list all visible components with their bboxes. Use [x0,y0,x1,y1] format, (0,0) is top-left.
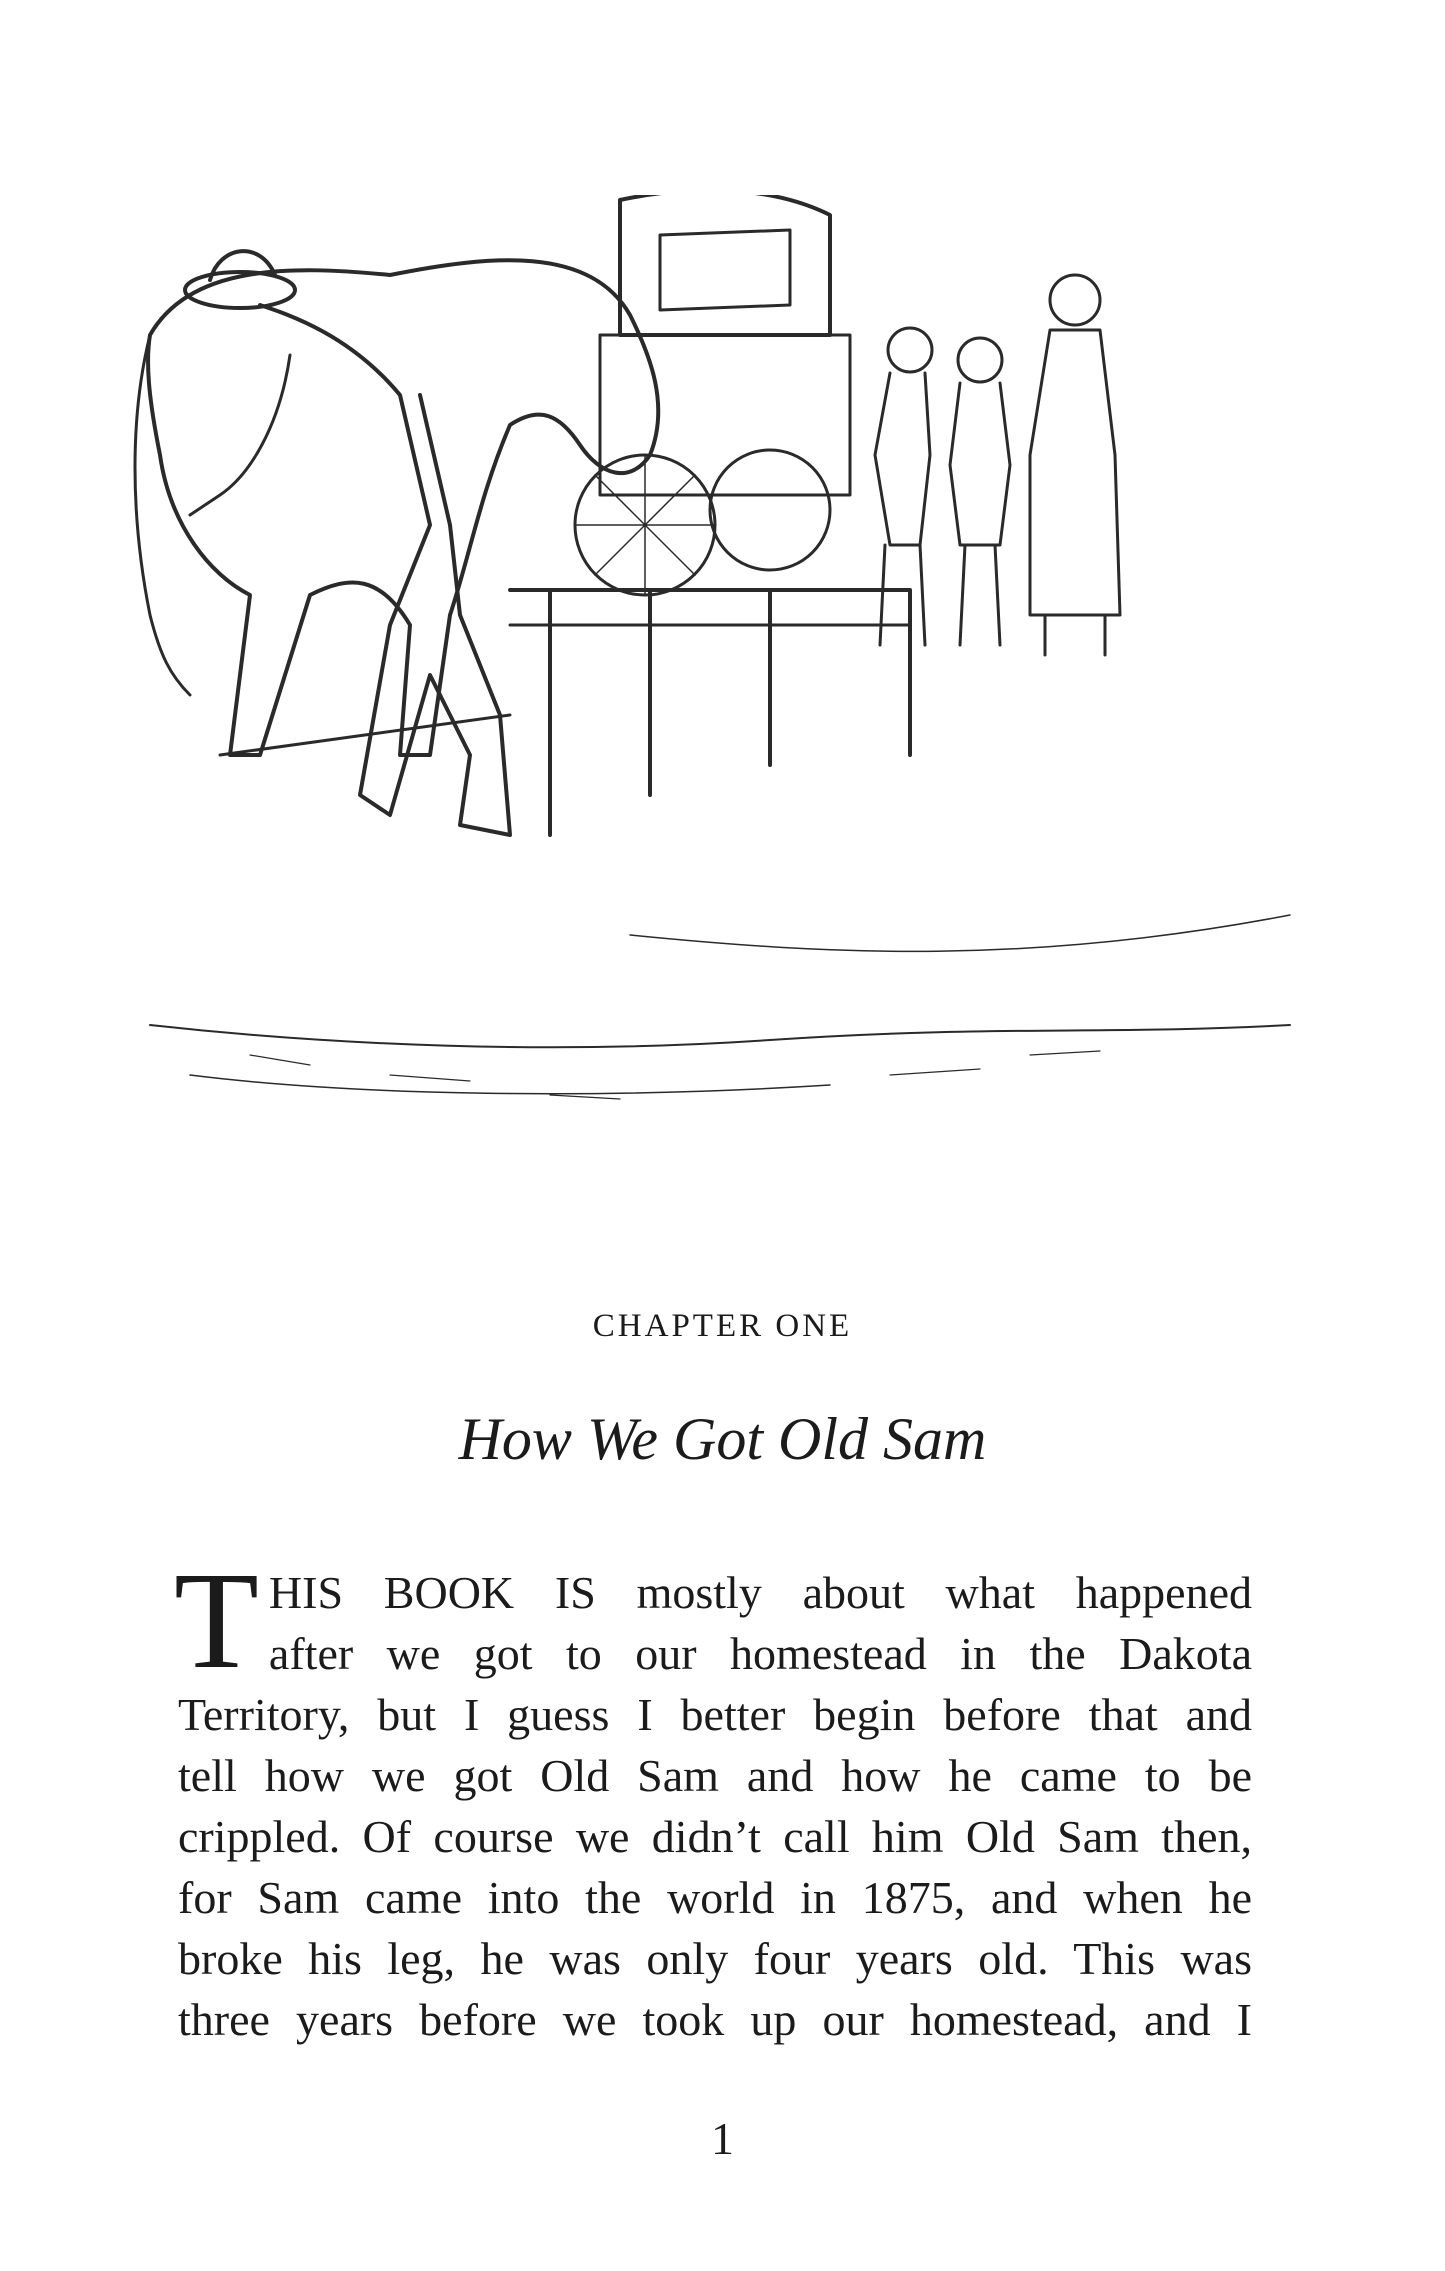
chapter-title: How We Got Old Sam [458,1406,987,1472]
text-line: Territory, but I guess I better begin before that and [178,1689,1252,1740]
drop-cap: T [174,1544,259,1698]
text-line: crippled. Of course we didn’t call him Old Sam then, [178,1811,1252,1862]
text-line: for Sam came into the world in 1875, and when he [178,1872,1252,1923]
text-line: three years before we took up our homestead, and I [178,1994,1252,2045]
text-line: tell how we got Old Sam and how he came to be [178,1750,1252,1801]
text-line: broke his leg, he was only four years old. This was [178,1933,1252,1984]
page-number: 1 [711,2113,734,2164]
chapter-label: CHAPTER ONE [592,1308,853,1344]
text-line: HIS BOOK IS mostly about what happened [268,1567,1252,1618]
text-line: after we got to our homestead in the Dakota [268,1628,1252,1679]
illustration-image [130,195,1330,1135]
body-text [174,1544,1252,2050]
